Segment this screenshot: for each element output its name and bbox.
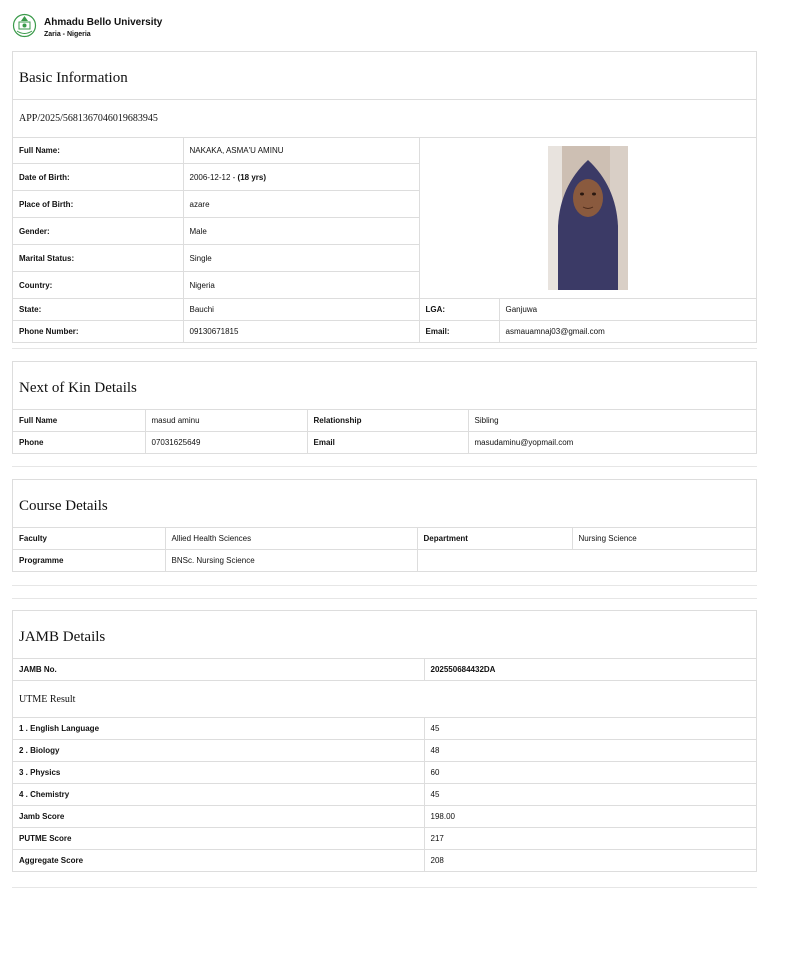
basic-info-table <box>13 138 756 342</box>
subject-score: 48 <box>424 740 756 762</box>
gender-label: Gender: <box>13 218 183 245</box>
table-row <box>13 740 756 762</box>
state-value: Bauchi <box>183 299 419 321</box>
university-location: Zaria - Nigeria <box>44 31 91 38</box>
phone-value: 09130671815 <box>183 321 419 343</box>
kin-name-label: Full Name <box>13 410 145 432</box>
course-details-section <box>12 479 757 572</box>
table-row <box>13 321 756 343</box>
course-details-table <box>13 528 756 571</box>
jamb-score-label: Jamb Score <box>13 806 424 828</box>
place-of-birth-value: azare <box>183 191 419 218</box>
section-title: Course Details <box>13 480 756 528</box>
full-name-label: Full Name: <box>13 138 183 164</box>
passport-photo <box>548 146 628 290</box>
divider <box>12 887 757 888</box>
faculty-label: Faculty <box>13 528 165 550</box>
place-of-birth-label: Place of Birth: <box>13 191 183 218</box>
university-name: Ahmadu Bello University <box>44 17 163 28</box>
dob-date: 2006-12-12 - <box>189 172 236 182</box>
university-logo-icon <box>12 13 37 38</box>
divider <box>12 466 757 467</box>
gender-value: Male <box>183 218 419 245</box>
subject-label: 3 . Physics <box>13 762 424 784</box>
lga-value: Ganjuwa <box>499 299 756 321</box>
dob-value <box>183 164 419 191</box>
dob-label: Date of Birth: <box>13 164 183 191</box>
kin-phone-label: Phone <box>13 432 145 454</box>
section-title: Basic Information <box>13 52 756 100</box>
divider <box>12 598 757 599</box>
subject-label: 1 . English Language <box>13 718 424 740</box>
application-number: APP/2025/5681367046019683945 <box>13 100 756 138</box>
state-label: State: <box>13 299 183 321</box>
lga-label: LGA: <box>419 299 499 321</box>
subject-score: 60 <box>424 762 756 784</box>
subject-score: 45 <box>424 718 756 740</box>
table-row <box>13 850 756 872</box>
programme-value: BNSc. Nursing Science <box>165 550 417 572</box>
table-row <box>13 828 756 850</box>
kin-name-value: masud aminu <box>145 410 307 432</box>
kin-phone-value: 07031625649 <box>145 432 307 454</box>
country-value: Nigeria <box>183 272 419 299</box>
age-value: (18 yrs) <box>237 172 267 182</box>
subject-label: 2 . Biology <box>13 740 424 762</box>
programme-label: Programme <box>13 550 165 572</box>
email-label: Email: <box>419 321 499 343</box>
table-row <box>13 784 756 806</box>
table-row <box>13 432 756 454</box>
table-row <box>13 718 756 740</box>
divider <box>12 585 757 586</box>
table-row <box>13 806 756 828</box>
table-row <box>13 528 756 550</box>
table-row <box>13 138 756 164</box>
full-name-value: NAKAKA, ASMA'U AMINU <box>183 138 419 164</box>
table-row <box>13 681 756 718</box>
kin-relationship-label: Relationship <box>307 410 468 432</box>
kin-email-label: Email <box>307 432 468 454</box>
photo-cell <box>419 138 756 299</box>
email-value: asmauamnaj03@gmail.com <box>499 321 756 343</box>
jamb-no-label: JAMB No. <box>13 659 424 681</box>
subject-label: 4 . Chemistry <box>13 784 424 806</box>
putme-score-label: PUTME Score <box>13 828 424 850</box>
jamb-score-value: 198.00 <box>424 806 756 828</box>
department-value: Nursing Science <box>572 528 756 550</box>
table-row <box>13 659 756 681</box>
table-row <box>13 299 756 321</box>
basic-information-section <box>12 51 757 343</box>
divider <box>12 348 757 349</box>
kin-relationship-value: Sibling <box>468 410 756 432</box>
faculty-value: Allied Health Sciences <box>165 528 417 550</box>
next-of-kin-section <box>12 361 757 454</box>
jamb-details-section <box>12 610 757 872</box>
phone-label: Phone Number: <box>13 321 183 343</box>
department-label: Department <box>417 528 572 550</box>
marital-status-label: Marital Status: <box>13 245 183 272</box>
empty-cell <box>417 550 756 572</box>
aggregate-score-label: Aggregate Score <box>13 850 424 872</box>
table-row <box>13 762 756 784</box>
jamb-no-value: 202550684432DA <box>424 659 756 681</box>
marital-status-value: Single <box>183 245 419 272</box>
section-title: JAMB Details <box>13 611 756 659</box>
jamb-details-table <box>13 659 756 871</box>
kin-email-value: masudaminu@yopmail.com <box>468 432 756 454</box>
aggregate-score-value: 208 <box>424 850 756 872</box>
next-of-kin-table <box>13 410 756 453</box>
utme-result-title: UTME Result <box>13 681 756 718</box>
putme-score-value: 217 <box>424 828 756 850</box>
country-label: Country: <box>13 272 183 299</box>
table-row <box>13 550 756 572</box>
table-row <box>13 410 756 432</box>
subject-score: 45 <box>424 784 756 806</box>
section-title: Next of Kin Details <box>13 362 756 410</box>
